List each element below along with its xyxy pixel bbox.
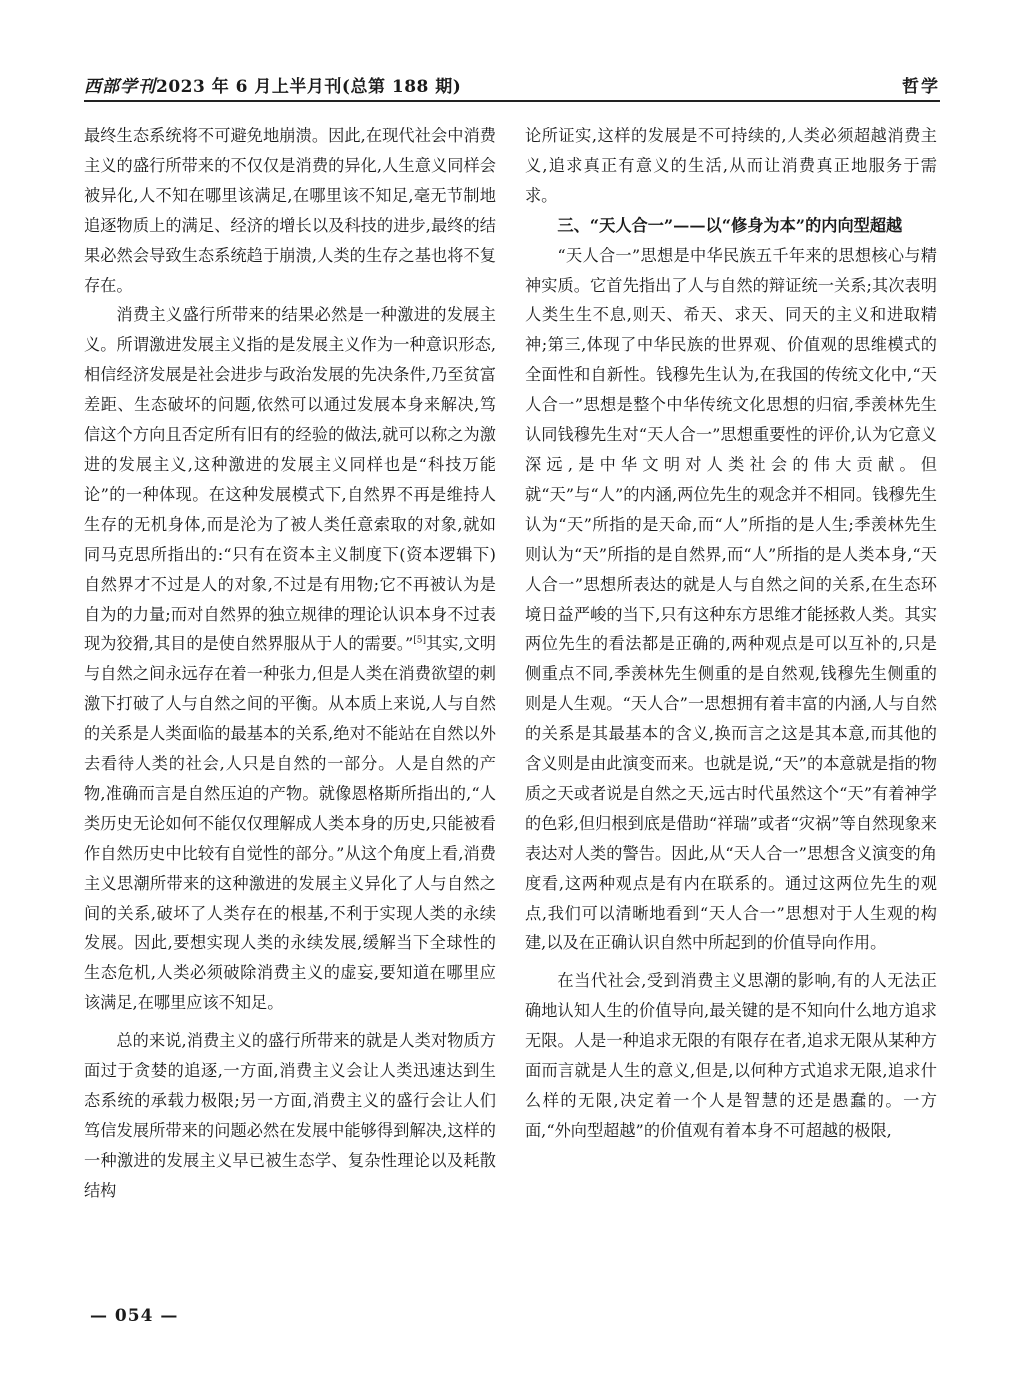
journal-logo: 西部学刊 [84, 77, 156, 97]
section-heading: 三、“天人合一”——以“修身为本”的内向型超越 [557, 215, 903, 235]
paragraph: 在当代社会,受到消费主义思潮的影响,有的人无法正确地认知人生的价值导向,最关键的是不知向什么地方追求无限。人是一种追求无限的有限存在者,追求无限从某种方面而言就是人生的意义,但是,以何种方式追求无限,追求什么样的无限,决定着一个人是智慧的还是愚蠢的。一方面,“外向型超越”的价值观有着本身不可超越的极限, [525, 971, 937, 1140]
paragraph-text: 消费主义盛行所带来的结果必然是一种激进的发展主义。所谓激进发展主义指的是发展主义作为一种意识形态,相信经济发展是社会进步与政治发展的先决条件,乃至贫富差距、生态破坏的问题,依然可以通过发展本身来解决,笃信这个方向且否定所有旧有的经验的做法,就可以称之为激进的发展主义,这种激进的发展主义同样也是“科技万能论”的一种体现。在这种发展模式下,自然界不再是维持人生存的无机身体,而是沦为了被人类任意索取的对象,就如同马克思所指出的:“只有在资本主义制度下(资本逻辑下)自然界才不过是人的对象,不过是有用物;它不再被认为是自为的力量;而对自然界的独立规律的理论认识本身不过表现为狡猾,其目的是使自然界服从于人的需要。” [84, 305, 496, 654]
paragraph [84, 300, 496, 1018]
citation-ref: [5] [413, 636, 427, 647]
paragraph: “天人合一”思想是中华民族五千年来的思想核心与精神实质。它首先指出了人与自然的辩证统一关系;其次表明人类生生不息,则天、希天、求天、同天的主义和进取精神;第三,体现了中华民族的世界观、价值观的思维模式的全面性和自新性。钱穆先生认为,在我国的传统文化中,“天人合一”思想是整个中华传统文化思想的归宿,季羡林先生认同钱穆先生对“天人合一”思想重要性的评价,认为它意义深远,是中华文明对人类社会的伟大贡献。但就“天”与“人”的内涵,两位先生的观念并不相同。钱穆先生认为“天”所指的是天命,而“人”所指的是人生;季羡林先生则认为“天”所指的是自然界,而“人”所指的是人类本身,“天人合一”思想所表达的就是人与自然之间的关系,在生态环境日益严峻的当下,只有这种东方思维才能拯救人类。其实两位先生的看法都是正确的,两种观点是可以互补的,只是侧重点不同,季羡林先生侧重的是自然观,钱穆先生侧重的则是人生观。“天人合”一思想拥有着丰富的内涵,人与自然的关系是其最基本的含义,换而言之这是其本意,而其他的含义则是由此演变而来。也就是说,“天”的本意就是指的物质之天或者说是自然之天,远古时代虽然这个“天”有着神学的色彩,但归根到底是借助“祥瑞”或者“灾祸”等自然现象来表达对人类的警告。因此,从“天人合一”思想含义演变的角度看,这两种观点是有内在联系的。通过这两位先生的观点,我们可以清晰地看到“天人合一”思想对于人生观的构建,以及在正确认识自然中所起到的价值导向作用。 [525, 245, 937, 953]
paragraph: 总的来说,消费主义的盛行所带来的就是人类对物质方面过于贪婪的追逐,一方面,消费主义会让人类迅速达到生态系统的承载力极限;另一方面,消费主义的盛行会让人们笃信发展所带来的问题必然在发展中能够得到解决,这样的一种激进的发展主义早已被生态学、复杂性理论以及耗散结构 [84, 1031, 496, 1200]
issue-label: 2023 年 6 月上半月刊(总第 188 期) [156, 77, 462, 97]
page-number: — 054 — [90, 1306, 179, 1326]
left-column [84, 121, 496, 1206]
paragraph: 论所证实,这样的发展是不可持续的,人类必须超越消费主义,追求真正有意义的生活,从而让消费真正地服务于需求。 [525, 126, 937, 205]
right-column [525, 121, 937, 1146]
paragraph: 最终生态系统将不可避免地崩溃。因此,在现代社会中消费主义的盛行所带来的不仅仅是消费的异化,人生意义同样会被异化,人不知在哪里该满足,在哪里该不知足,毫无节制地追逐物质上的满足、经济的增长以及科技的进步,最终的结果必然会导致生态系统趋于崩溃,人类的生存之基也将不复存在。 [84, 126, 496, 295]
page-header [84, 68, 940, 98]
journal-issue [84, 72, 461, 97]
header-rule [84, 100, 940, 102]
paragraph-continuation: 其实,文明与自然之间永远存在着一种张力,但是人类在消费欲望的刺激下打破了人与自然之间的平衡。从本质上来说,人与自然的关系是人类面临的最基本的关系,绝对不能站在自然以外去看待人类的社会,人只是自然的一部分。人是自然的产物,准确而言是自然压迫的产物。就像恩格斯所指出的,“人类历史无论如何不能仅仅理解成人类本身的历史,只能被看作自然历史中比较有自觉性的部分。”从这个角度上看,消费主义思潮所带来的这种激进的发展主义异化了人与自然之间的关系,破坏了人类存在的根基,不利于实现人类的永续发展。因此,要想实现人类的永续发展,缓解当下全球性的生态危机,人类必须破除消费主义的虚妄,要知道在哪里应该满足,在哪里应该不知足。 [84, 634, 496, 1013]
section-label: 哲学 [902, 77, 940, 97]
